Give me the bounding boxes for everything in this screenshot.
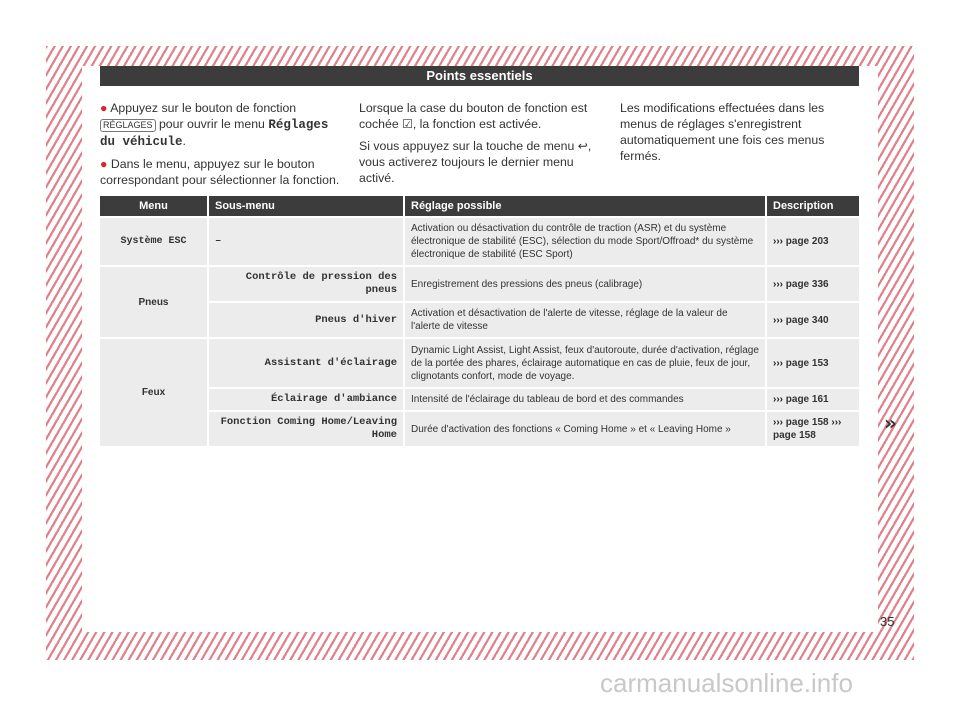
column-3: [620, 100, 860, 170]
ref-cell: [766, 338, 859, 388]
col3-para-1: Les modifications effectuées dans les menus de réglages s'enregistrent automatiquement une fois ces menus fermés.: [620, 101, 825, 163]
submenu-cell: Pneus d'hiver: [208, 302, 404, 338]
bullet-1: [100, 100, 340, 150]
bullet-1-end: .: [182, 134, 186, 148]
header-description: Description: [766, 196, 859, 217]
bullet-1-text: Appuyez sur le bouton de fonction: [110, 101, 297, 115]
ref-cell: [766, 411, 859, 446]
reference-arrow-icon: ›››: [773, 236, 783, 247]
submenu-cell: Contrôle de pression des pneus: [208, 266, 404, 302]
ref-cell: [766, 217, 859, 266]
col2-p1-end: , la fonction est activée.: [412, 117, 542, 131]
col2-para-1: [359, 100, 603, 132]
setting-cell: Enregistrement des pressions des pneus (calibrage): [404, 266, 766, 302]
table-row: [100, 302, 859, 338]
page-ref-link[interactable]: page 158: [773, 430, 816, 441]
submenu-cell: Éclairage d'ambiance: [208, 388, 404, 411]
col2-p2-end: , vous activerez toujours le dernier menu activé.: [359, 139, 592, 185]
page-ref-link[interactable]: page 153: [785, 357, 829, 369]
submenu-cell: –: [208, 217, 404, 266]
ref-cell: [766, 388, 859, 411]
reference-arrow-icon: ›››: [831, 417, 842, 428]
reference-arrow-icon: ›››: [773, 314, 783, 326]
table-row: [100, 338, 859, 388]
col2-p2-text: Si vous appuyez sur la touche de menu: [359, 139, 575, 153]
setting-cell: Intensité de l'éclairage du tableau de bord et des commandes: [404, 388, 766, 411]
bullet-2: [100, 156, 340, 188]
menu-cell: Feux: [100, 338, 208, 446]
page-ref-link[interactable]: page 161: [785, 394, 829, 405]
bullet-1-mid: pour ouvrir le menu: [158, 117, 265, 131]
column-2: [359, 100, 603, 192]
bullet-dot-icon: ●: [100, 157, 108, 171]
bullet-2-text: Dans le menu, appuyez sur le bouton correspondant pour sélectionner la fonction.: [100, 157, 340, 187]
menu-name: Réglages du véhicule: [100, 118, 329, 149]
continued-icon: »: [884, 411, 897, 435]
reference-arrow-icon: ›››: [773, 357, 783, 369]
column-1: [100, 100, 340, 194]
setting-cell: Activation et désactivation de l'alerte de vitesse, réglage de la valeur de l'alerte de vitesse: [404, 302, 766, 338]
header-submenu: Sous-menu: [208, 196, 404, 217]
bullet-dot-icon: ●: [100, 101, 108, 115]
menu-cell: Système ESC: [100, 217, 208, 266]
reglages-key: RÉGLAGES: [100, 119, 156, 132]
table-row: [100, 411, 859, 446]
reference-arrow-icon: ›››: [773, 417, 783, 428]
page-ref-link[interactable]: page 336: [785, 278, 829, 290]
checkbox-checked-icon: ☑: [402, 117, 413, 131]
watermark: carmanualsonline.info: [600, 668, 853, 698]
table-row: [100, 388, 859, 411]
col2-para-2: [359, 138, 603, 186]
page-ref-link[interactable]: page 158: [785, 417, 829, 428]
reference-arrow-icon: ›››: [773, 394, 783, 405]
submenu-cell: Assistant d'éclairage: [208, 338, 404, 388]
back-arrow-icon: ↩: [577, 139, 588, 153]
col2-p1-text: Lorsque la case du bouton de fonction est cochée: [359, 101, 588, 131]
reference-arrow-icon: ›››: [773, 278, 783, 290]
page-ref-link[interactable]: page 203: [785, 236, 829, 247]
page-ref-link[interactable]: page 340: [785, 314, 829, 326]
section-header: Points essentiels: [100, 66, 859, 86]
setting-cell: Dynamic Light Assist, Light Assist, feux d'autoroute, durée d'activation, réglage de la portée des phares, éclairage automatique en cas de pluie, feux de jour, clignotants confort, mode de voyage.: [404, 338, 766, 388]
table-header-row: [100, 196, 859, 217]
table-row: [100, 266, 859, 302]
setting-cell: Activation ou désactivation du contrôle de traction (ASR) et du système électronique de stabilité (ESC), sélection du mode Sport/Offroad* du système électronique de stabilité (ESC Sport): [404, 217, 766, 266]
header-menu: Menu: [100, 196, 208, 217]
menu-cell: Pneus: [100, 266, 208, 338]
ref-cell: [766, 302, 859, 338]
table-row: [100, 217, 859, 266]
ref-cell: [766, 266, 859, 302]
submenu-cell: Fonction Coming Home/Leaving Home: [208, 411, 404, 446]
setting-cell: Durée d'activation des fonctions « Coming Home » et « Leaving Home »: [404, 411, 766, 446]
header-setting: Réglage possible: [404, 196, 766, 217]
settings-table: [100, 196, 859, 446]
page-number: 35: [880, 614, 895, 629]
